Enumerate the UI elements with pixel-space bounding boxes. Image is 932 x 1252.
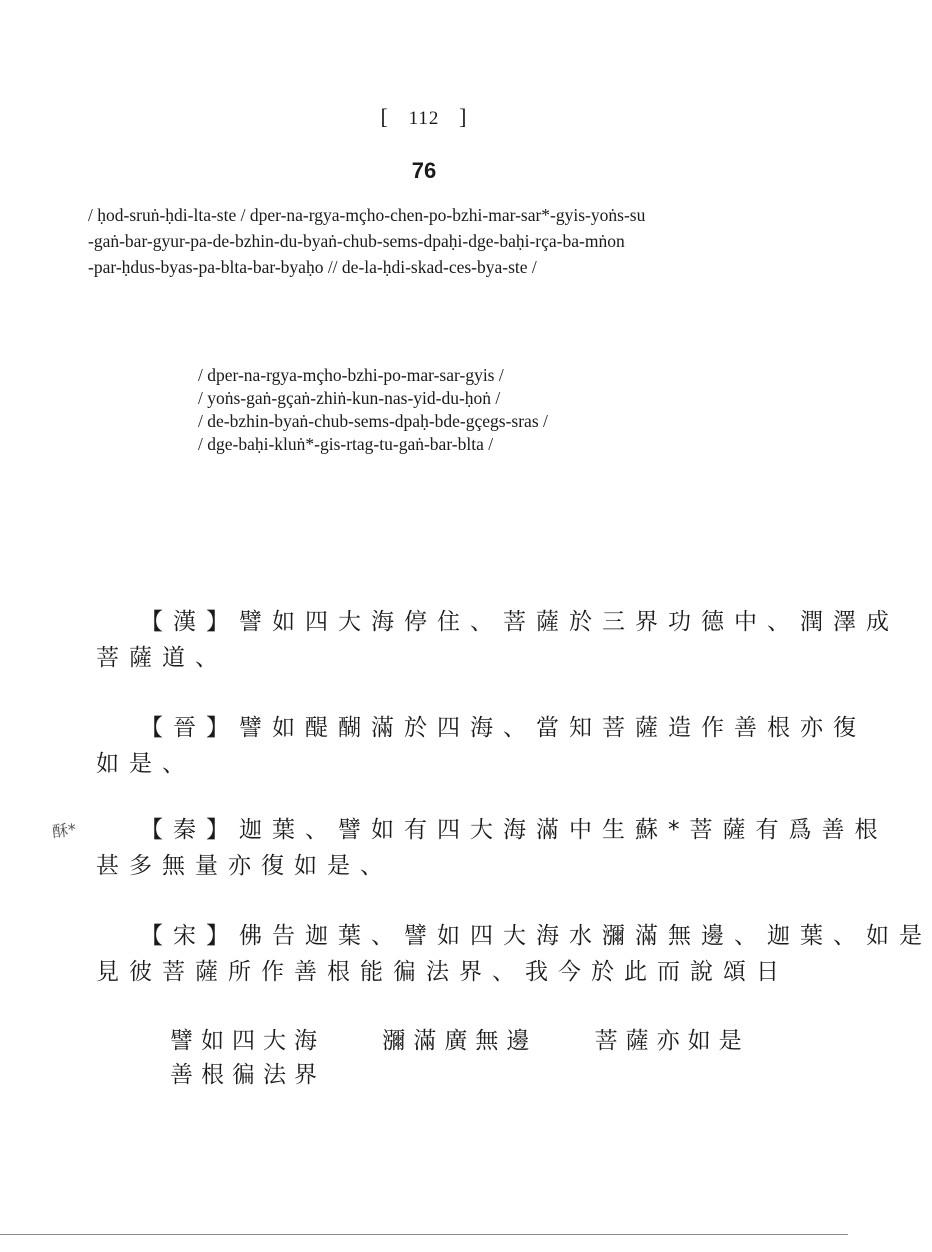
chinese-line: 如是、: [96, 751, 195, 777]
chinese-verse-row: [170, 1058, 750, 1092]
chinese-line: 【宋】佛告迦葉、譬如四大海水瀰滿無邊、迦葉、如是: [140, 923, 932, 949]
chinese-verse-phrase: 菩薩亦如是: [594, 1028, 750, 1054]
tibetan-verse-line: / dper-na-rgya-mçho-bzhi-po-mar-sar-gyis /: [198, 365, 504, 385]
page-number: [0, 104, 848, 130]
chinese-verse-phrase: 善根徧法界: [170, 1062, 325, 1088]
chinese-line: 菩薩道、: [96, 645, 228, 671]
tibetan-verse-line: / yoṅs-gaṅ-gçaṅ-zhiṅ-kun-nas-yid-du-ḥoṅ /: [198, 388, 501, 408]
chinese-line: 【晉】譬如醍醐滿於四海、當知菩薩造作善根亦復: [140, 715, 866, 741]
tibetan-verse: [198, 364, 758, 456]
chinese-paragraph-song: [96, 918, 932, 990]
tibetan-prose-line: / ḥod-sruṅ-ḥdi-lta-ste / dper-na-rgya-mçho-chen-po-bzhi-mar-sar*-gyis-yoṅs-su: [88, 205, 646, 225]
tibetan-prose-line: -par-ḥdus-byas-pa-blta-bar-byaḥo // de-la-ḥdi-skad-ces-bya-ste /: [88, 257, 537, 277]
chinese-paragraph-qin: [96, 812, 888, 884]
chinese-verse-phrase: 瀰滿廣無邊: [382, 1028, 538, 1054]
chinese-verse-phrase: 譬如四大海: [170, 1028, 325, 1054]
chinese-verse: [170, 1024, 750, 1092]
tibetan-verse-line: / dge-baḥi-kluṅ*-gis-rtag-tu-gaṅ-bar-blta /: [198, 434, 494, 454]
page-bracket-open: [: [380, 104, 389, 129]
chinese-line: 見彼菩薩所作善根能徧法界、我今於此而說頌日: [96, 959, 789, 985]
section-number: 76: [411, 158, 437, 183]
page-bracket-close: ]: [459, 104, 468, 129]
margin-annotation: 酥*: [51, 819, 78, 842]
tibetan-prose-line: -gaṅ-bar-gyur-pa-de-bzhin-du-byaṅ-chub-sems-dpaḥi-dge-baḥi-rça-ba-mṅon: [88, 231, 625, 251]
page-number-value: 112: [408, 108, 440, 129]
chinese-line: 甚多無量亦復如是、: [96, 853, 393, 879]
chinese-paragraph-jin: [96, 710, 866, 782]
tibetan-prose: [88, 202, 774, 280]
tibetan-verse-line: / de-bzhin-byaṅ-chub-sems-dpaḥ-bde-gçegs-sras /: [198, 411, 548, 431]
chinese-paragraph-han: [96, 604, 899, 676]
page-bottom-rule: [0, 1234, 848, 1235]
chinese-verse-row: [170, 1024, 750, 1058]
chinese-line: 【漢】譬如四大海停住、菩薩於三界功德中、潤澤成: [140, 609, 899, 635]
chinese-line: 【秦】迦葉、譬如有四大海滿中生蘇*菩薩有爲善根: [140, 817, 888, 843]
